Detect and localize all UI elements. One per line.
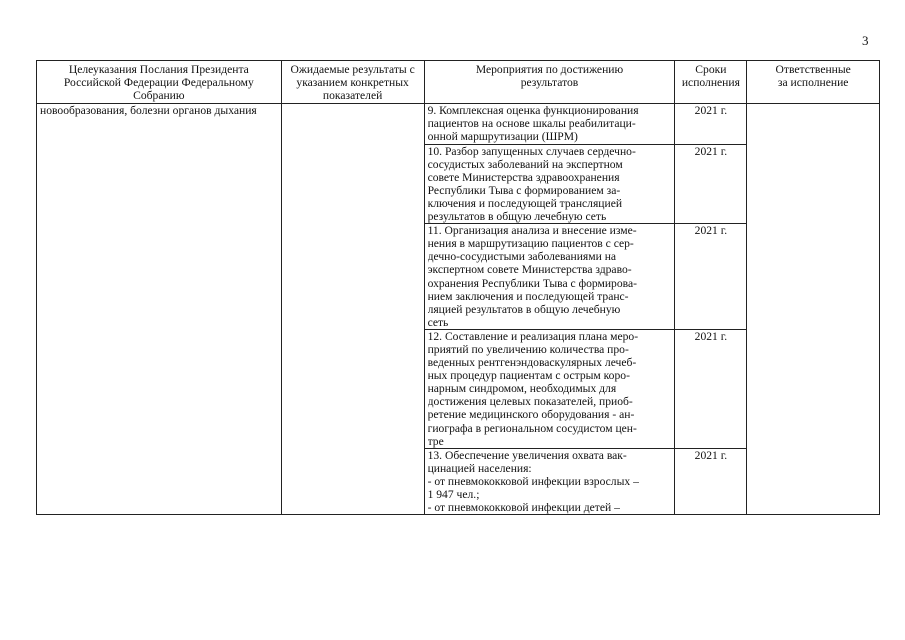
term-cell: 2021 г. [675, 104, 747, 144]
term-cell: 2021 г. [675, 448, 747, 514]
activity-line: дечно-сосудистыми заболеваниями на [427, 250, 617, 264]
header-terms [675, 61, 747, 104]
activity-cell [424, 329, 675, 448]
header-line: Собранию [133, 89, 185, 103]
activity-line: - от пневмококковой инфекции детей – [427, 501, 620, 515]
activity-cell [424, 104, 675, 144]
header-line: Ответственные [775, 63, 851, 76]
activity-line: 10. Разбор запущенных случаев сердечно- [427, 144, 636, 158]
activity-line: веденных рентгенэндоваскулярных лечеб- [427, 356, 637, 370]
activity-cell [424, 224, 675, 330]
header-line: Целеуказания Послания Президента [68, 63, 249, 76]
header-line: Сроки [695, 63, 727, 76]
activity-cell [424, 448, 675, 514]
activity-line: ных процедур пациентам с острым коро- [427, 369, 630, 383]
activity-line: пациентов на основе шкалы реабилитаци- [427, 117, 636, 131]
term-cell: 2021 г. [675, 224, 747, 330]
header-line: исполнения [681, 76, 740, 90]
activity-line: приятий по увеличению количества про- [427, 342, 629, 356]
term-cell: 2021 г. [675, 329, 747, 448]
activity-line: 12. Составление и реализация плана меро- [427, 329, 639, 343]
goal-text: новообразования, болезни органов дыхания [40, 104, 257, 118]
header-activities [424, 61, 675, 104]
header-line: Российской Федерации Федеральному [63, 76, 254, 90]
activity-line: результатов в общую лечебную сеть [427, 210, 607, 224]
header-line: Мероприятия по достижению [475, 63, 624, 76]
activity-line: нарным синдромом, необходимых для [427, 382, 617, 396]
activity-line: - от пневмококковой инфекции взрослых – [427, 474, 639, 488]
activity-line: ключения и последующей трансляцией [427, 196, 623, 210]
header-responsible [747, 61, 880, 104]
activity-line: охранения Республики Тыва с формирова- [427, 276, 637, 290]
table-row [37, 104, 880, 144]
activity-line: Республики Тыва с формированием за- [427, 183, 621, 197]
header-line: за исполнение [777, 76, 849, 90]
activity-line: гиографа в региональном сосудистом цен- [427, 421, 637, 435]
activity-line: сосудистых заболеваний на экспертном [427, 157, 623, 171]
activity-line: совете Министерства здравоохранения [427, 170, 620, 184]
activity-line: онной маршрутизации (ШРМ) [427, 130, 578, 144]
header-line: указанием конкретных [296, 76, 409, 90]
activity-line: достижения целевых показателей, приоб- [427, 395, 633, 409]
activity-line: 1 947 чел.; [427, 488, 480, 501]
header-row [37, 61, 880, 104]
activity-cell [424, 144, 675, 224]
activity-line: сеть [427, 315, 449, 329]
activity-line: 13. Обеспечение увеличения охвата вак- [427, 448, 627, 462]
header-line: результатов [520, 76, 579, 90]
plan-table [36, 60, 880, 515]
activity-line: 11. Организация анализа и внесение изме- [427, 224, 637, 238]
activity-line: ляцией результатов в общую лечебную [427, 302, 621, 316]
term-cell: 2021 г. [675, 144, 747, 224]
header-expected-results [281, 61, 424, 104]
activity-line: нием заключения и последующей транс- [427, 289, 629, 303]
activity-line: цинацией населения: [427, 461, 532, 475]
header-line: показателей [322, 89, 383, 103]
goal-cell [37, 104, 282, 515]
page-number: 3 [862, 33, 869, 48]
activity-line: нения в маршрутизацию пациентов с сер- [427, 237, 634, 251]
header-line: Ожидаемые результаты с [290, 63, 415, 76]
header-goals [37, 61, 282, 104]
expected-results-cell [281, 104, 424, 515]
activity-line: ретение медицинского оборудования - ан- [427, 408, 635, 422]
activity-line: экспертном совете Министерства здраво- [427, 263, 632, 277]
activity-line: тре [427, 434, 444, 448]
responsible-cell [747, 104, 880, 515]
activity-line: 9. Комплексная оценка функционирования [427, 104, 639, 118]
